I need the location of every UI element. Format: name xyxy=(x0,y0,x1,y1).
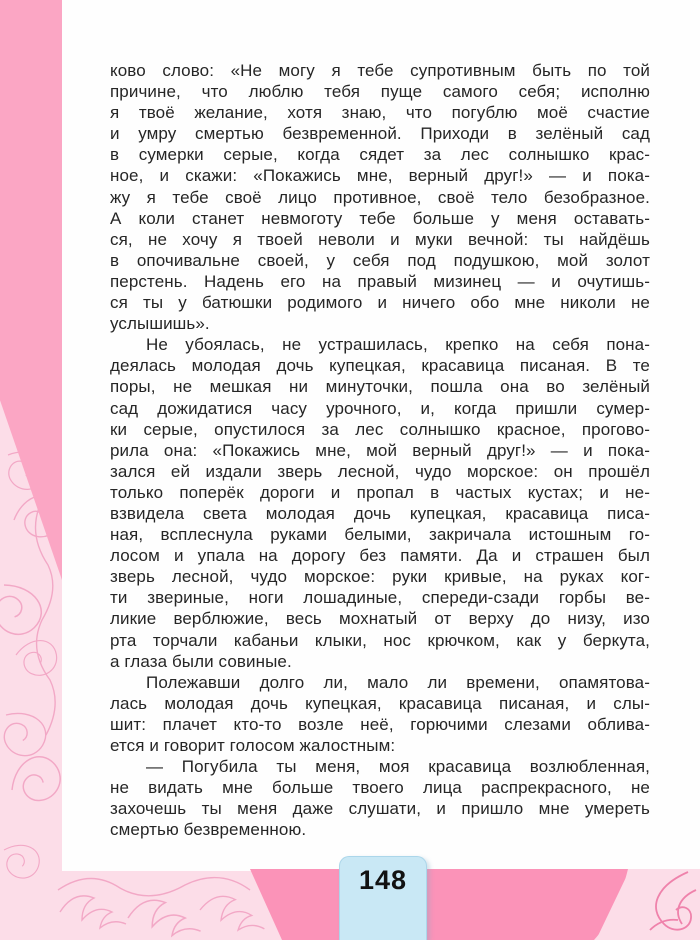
text-line: в опочивальне своей, у себя под подушкою, мой золот xyxy=(110,250,650,270)
text-line: ная, всплеснула руками белыми, закричала истошным го- xyxy=(110,525,650,545)
text-line: зался ей издали зверь лесной, чудо морское: он прошёл xyxy=(110,461,650,481)
text-line: ликие верблюжие, весь мохнатый от верху до низу, изо xyxy=(110,609,650,629)
text-line: поры, не мешкая ни минуточки, пошла она во зелёный xyxy=(110,377,650,397)
text-line: лосом и упала на дорогу без памяти. Да и страшен был xyxy=(110,546,650,566)
text-line: ное, и скажи: «Покажись мне, верный друг!» — и пока- xyxy=(110,166,650,186)
text-line: сад дожидатися часу урочного, и, когда пришли сумер- xyxy=(110,398,650,418)
text-line: — Погубила ты меня, моя красавица возлюбленная, xyxy=(146,757,650,777)
text-line: рила она: «Покажись мне, мой верный друг!» — и пока- xyxy=(110,440,650,460)
text-line: ся ты у батюшки родимого и ничего обо мне николи не xyxy=(110,293,650,313)
text-line: ки серые, опустилося за лес солнышко красное, прогово- xyxy=(110,419,650,439)
text-line: причине, что люблю тебя пуще самого себя; исполню xyxy=(110,82,650,102)
text-line: А коли станет невмоготу тебе больше у меня оставать- xyxy=(110,208,650,228)
text-line: ково слово: «Не могу я тебе супротивным быть по той xyxy=(110,61,650,80)
text-line: захочешь ты меня даже слушати, и пришло мне умереть xyxy=(110,799,650,819)
text-line: шит: плачет кто-то возле неё, горючими слезами облива- xyxy=(110,714,650,734)
text-line: смертью безвременною. xyxy=(110,820,307,840)
text-line: Не убоялась, не устрашилась, крепко на себя пона- xyxy=(146,335,650,355)
text-line: деялась молодая дочь купецкая, красавица писаная. В те xyxy=(110,356,650,376)
text-line: перстень. Надень его на правый мизинец — и очутишь- xyxy=(110,271,650,291)
text-line: взвидела света молодая дочь купецкая, красавица писа- xyxy=(110,503,650,523)
page-number: 148 xyxy=(358,865,408,895)
text-line: а глаза были совиные. xyxy=(110,651,292,671)
text-line: услышишь». xyxy=(110,314,210,334)
text-line: в сумерки серые, когда сядет за лес солнышко крас- xyxy=(110,145,650,165)
text-line: ся, не хочу я твоей неволи и муки вечной: ты найдёшь xyxy=(110,229,650,249)
text-line: зверь лесной, чудо морское: руки кривые, на руках ког- xyxy=(110,567,650,587)
text-line: я твоё желание, хотя знаю, что погублю моё счастие xyxy=(110,103,650,123)
text-line: и умру смертью безвременной. Приходи в зелёный сад xyxy=(110,124,650,144)
text-column xyxy=(110,60,650,840)
text-line: не видать мне больше твоего лица распрекрасного, не xyxy=(110,778,650,798)
text-line: лась молодая дочь купецкая, красавица писаная, и слы- xyxy=(110,693,650,713)
page-number-box xyxy=(339,856,427,940)
text-line: жу я тебе своё лицо противное, своё тело безобразное. xyxy=(110,187,650,207)
text-line: только поперёк дороги и пропал в частых кустах; и не- xyxy=(110,482,650,502)
text-line: рта торчали кабаньи клыки, нос крючком, как у беркута, xyxy=(110,630,650,650)
text-line: ется и говорит голосом жалостным: xyxy=(110,736,396,755)
corner-ornament xyxy=(560,860,700,940)
text-line: Полежавши долго ли, мало ли времени, опамятова- xyxy=(146,672,650,692)
text-line: ти звериные, ноги лошадиные, спереди-сзади горбы ве- xyxy=(110,588,650,608)
